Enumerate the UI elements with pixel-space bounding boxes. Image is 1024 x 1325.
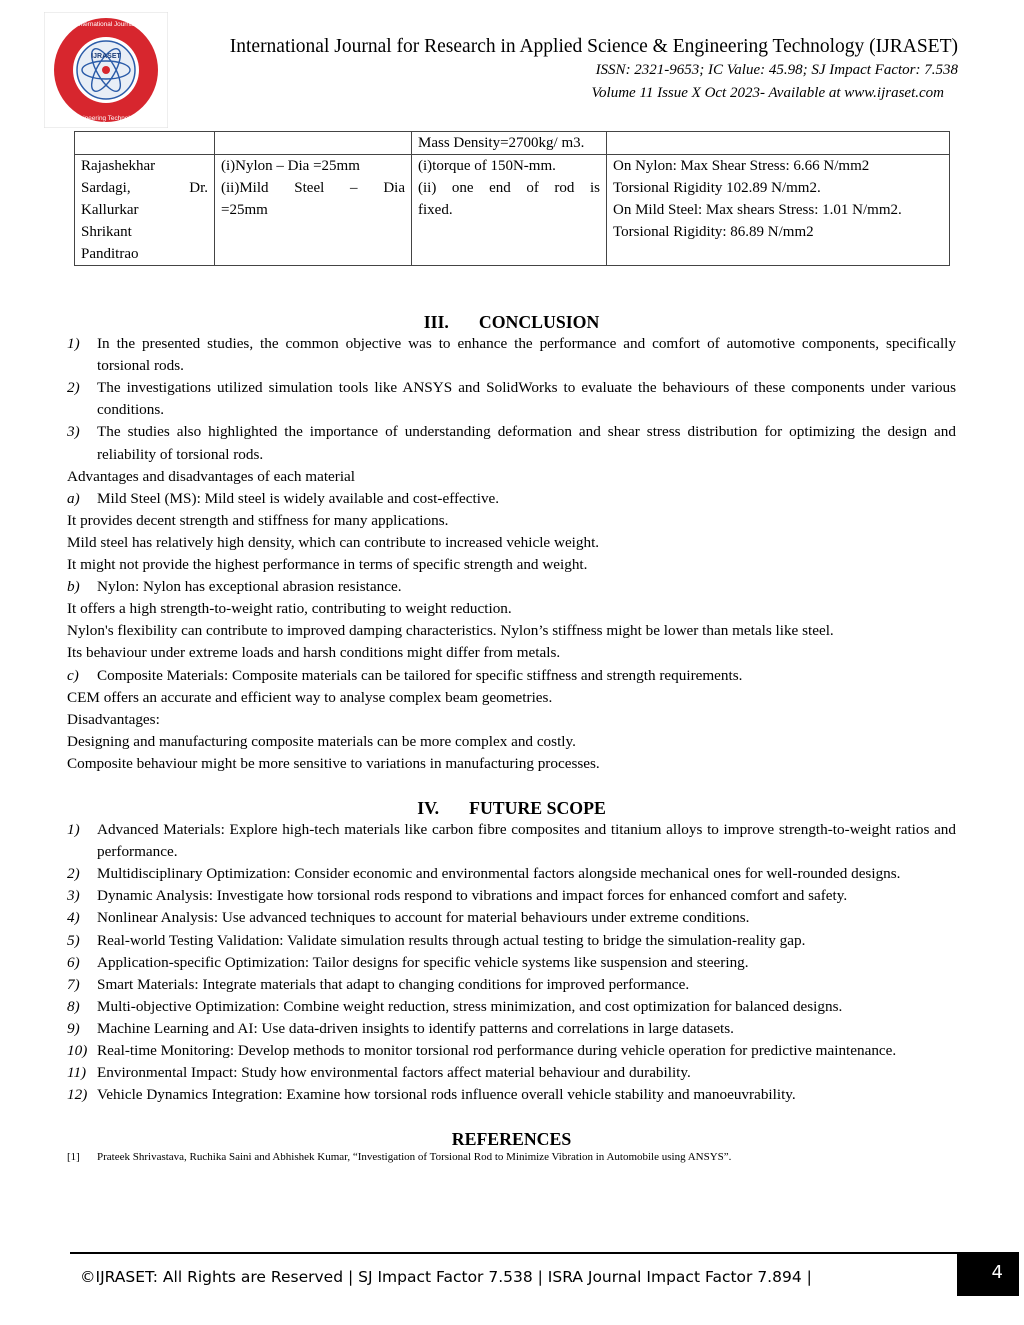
paragraph: Composite behaviour might be more sensitive to variations in manufacturing processes. — [67, 754, 600, 772]
paragraph: Nylon's flexibility can contribute to improved damping characteristics. Nylon’s stiffness might be lower than metals like steel. — [67, 622, 834, 640]
paragraph: Disadvantages: — [67, 710, 160, 728]
list-item: b) Nylon: Nylon has exceptional abrasion resistance. — [67, 578, 402, 596]
list-item: c) Composite Materials: Composite materials can be tailored for specific stiffness and strength requirements. — [67, 666, 743, 684]
footer-rule — [70, 1252, 958, 1254]
paragraph: CEM offers an accurate and efficient way to analyse complex beam geometries. — [67, 688, 553, 706]
journal-title: International Journal for Research in Applied Science & Engineering Technology (IJRASET) — [229, 36, 958, 57]
table-row — [75, 132, 950, 155]
volume-line: Volume 11 Issue X Oct 2023- Available at www.ijraset.com — [591, 85, 944, 101]
logo-center-text: IJRASET — [91, 53, 121, 60]
list-item: 10) Real-time Monitoring: Develop methods to monitor torsional rod performance during vehicle operation for predictive maintenance. — [67, 1042, 897, 1059]
section-heading-references: REFERENCES — [451, 1129, 572, 1150]
paragraph: Its behaviour under extreme loads and harsh conditions might differ from metals. — [67, 644, 561, 662]
list-item: 2) Multidisciplinary Optimization: Consider economic and environmental factors alongside mechanical ones for well-rounded designs. — [67, 865, 901, 883]
table-cell-results: On Nylon: Max Shear Stress: 6.66 N/mm2 Torsional Rigidity 102.89 N/mm2. On Mild Steel: Max shears Stress: 1.01 N/mm2. Torsional Rigidity: 86.89 N/mm2 — [607, 155, 950, 266]
list-item: a) Mild Steel (MS): Mild steel is widely available and cost-effective. — [67, 489, 500, 507]
list-item: 3) The studies also highlighted the importance of understanding deformation and shear stress distribution for optimizing the design and reliability of torsional rods. — [67, 423, 956, 463]
table-cell-materials: (i)Nylon – Dia =25mm (ii)Mild Steel – Dia =25mm — [215, 155, 412, 266]
list-item: 5) Real-world Testing Validation: Validate simulation results through actual testing to bridge the simulation-reality gap. — [67, 931, 806, 949]
list-item: 11) Environmental Impact: Study how environmental factors affect material behaviour and durability. — [67, 1064, 691, 1082]
literature-table — [74, 131, 950, 266]
body-content — [67, 311, 956, 1164]
list-item: 1) Advanced Materials: Explore high-tech materials like carbon fibre composites and titanium alloys to improve strength-to-weight ratios and performance. — [67, 821, 956, 861]
paragraph: Mild steel has relatively high density, which can contribute to increased vehicle weight. — [67, 533, 600, 551]
list-item: 9) Machine Learning and AI: Use data-driven insights to identify patterns and correlations in large datasets. — [67, 1019, 734, 1037]
list-item: 8) Multi-objective Optimization: Combine weight reduction, stress minimization, and cost optimization for balanced designs. — [67, 997, 843, 1015]
paragraph: It might not provide the highest performance in terms of specific strength and weight. — [67, 556, 588, 574]
paragraph: Designing and manufacturing composite materials can be more complex and costly. — [67, 732, 576, 750]
page-number-box — [957, 1252, 1019, 1296]
section-heading-conclusion: III. CONCLUSION — [423, 312, 600, 332]
page-number: 4 — [991, 1262, 1003, 1283]
list-item: 12) Vehicle Dynamics Integration: Examine how torsional rods influence overall vehicle stability and manoeuvrability. — [67, 1086, 796, 1104]
list-item: 1) In the presented studies, the common objective was to enhance the performance and comfort of automotive components, specifically torsional rods. — [67, 335, 956, 375]
footer-copyright: ©IJRASET: All Rights are Reserved | SJ Impact Factor 7.538 | ISRA Journal Impact Factor 7.894 | — [80, 1268, 812, 1286]
issn-line: ISSN: 2321-9653; IC Value: 45.98; SJ Impact Factor: 7.538 — [595, 62, 958, 78]
paragraph: It offers a high strength-to-weight ratio, contributing to weight reduction. — [67, 600, 512, 618]
list-item: 2) The investigations utilized simulation tools like ANSYS and SolidWorks to evaluate the behaviours of these components under various conditions. — [67, 379, 956, 419]
svg-text:International Journal: International Journal — [77, 21, 135, 28]
reference-list — [67, 1150, 956, 1164]
list-item: 3) Dynamic Analysis: Investigate how torsional rods respond to vibrations and impact forces for enhanced comfort and safety. — [67, 887, 848, 905]
paragraph: Advantages and disadvantages of each material — [67, 467, 356, 485]
table-cell-authors: Rajashekhar Sardagi, Dr. Kallurkar Shrikant Panditrao — [75, 155, 215, 266]
reference-item: [1] Prateek Shrivastava, Ruchika Saini and Abhishek Kumar, “Investigation of Torsional Rod to Minimize Vibration in Automobile using ANSYS”. — [67, 1151, 732, 1164]
table-cell: Mass Density=2700kg/ m3. — [412, 132, 607, 155]
table-row — [75, 155, 950, 266]
paragraph: It provides decent strength and stiffness for many applications. — [67, 511, 449, 529]
svg-text:Engineering Technology: Engineering Technology — [71, 115, 141, 122]
section-heading-future-scope: IV. FUTURE SCOPE — [417, 797, 606, 818]
list-item: 4) Nonlinear Analysis: Use advanced techniques to account for material behaviours under extreme conditions. — [67, 909, 750, 927]
table-cell-conditions: (i)torque of 150N-mm. (ii) one end of rod is fixed. — [412, 155, 607, 266]
ijraset-logo — [44, 12, 168, 128]
list-item: 7) Smart Materials: Integrate materials that adapt to changing conditions for improved performance. — [67, 975, 690, 993]
list-item: 6) Application-specific Optimization: Tailor designs for specific vehicle systems like suspension and steering. — [67, 953, 749, 971]
